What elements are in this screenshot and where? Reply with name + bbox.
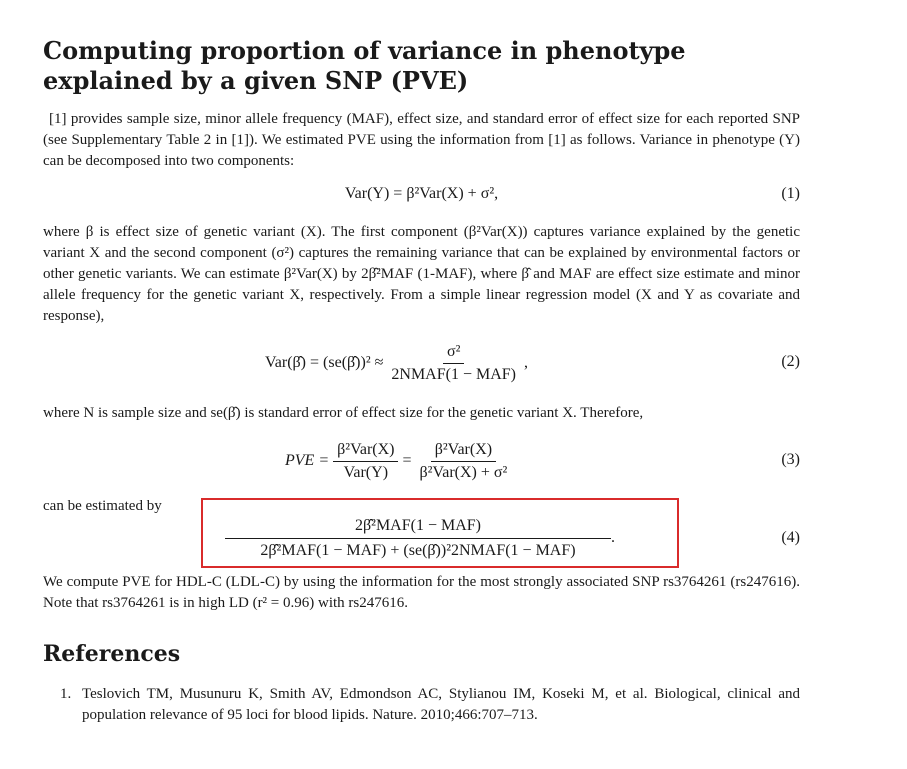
equation-2-tail: , bbox=[523, 354, 528, 371]
equation-3-denominator-1: Var(Y) bbox=[343, 463, 389, 481]
equation-2 bbox=[43, 340, 800, 386]
equation-4-tail: . bbox=[611, 529, 615, 546]
equation-3-lhs: PVE = bbox=[285, 452, 330, 469]
equation-3-number: (3) bbox=[781, 451, 800, 468]
equation-3-fraction-2 bbox=[416, 441, 512, 482]
paragraph-components: where β is effect size of genetic variant (X). The first component (β²Var(X)) captures variance explained by the genetic variant X and the second component (σ²) captures the remaining variance that can be explained by environmental factors or other genetic variants. We can estimate β²Var(X) by 2β̂²MAF (1-MAF), where β̂ and MAF are effect size estimate and minor allele frequency for the genetic variant X, respectively. From a simple linear regression model (X and Y as covariate and response), bbox=[43, 224, 800, 324]
equation-3-numerator-1: β²Var(X) bbox=[333, 441, 398, 462]
reference-text: Teslovich TM, Musunuru K, Smith AV, Edmondson AC, Stylianou IM, Koseki M, et al. Biological, clinical and population relevance of 95 loci for blood lipids. Nature. 2010;466:707–713. bbox=[82, 686, 800, 723]
section-title: Computing proportion of variance in phenotype explained by a given SNP (PVE) bbox=[43, 36, 686, 95]
equation-2-lhs: Var(β̂) = (se(β̂))² ≈ bbox=[265, 354, 384, 371]
equation-4-numerator: 2β̂²MAF(1 − MAF) bbox=[225, 517, 611, 539]
equation-3-equals: = bbox=[402, 452, 412, 469]
paragraph-intro: [1] provides sample size, minor allele frequency (MAF), effect size, and standard error of effect size for each reported SNP (see Supplementary Table 2 in [1]). We estimated PVE using the information from [1] as follows. Variance in phenotype (Y) can be decomposed into two components: bbox=[43, 111, 800, 169]
equation-3-numerator-2: β²Var(X) bbox=[431, 441, 496, 462]
equation-3-fraction-1 bbox=[333, 441, 398, 482]
highlight-box bbox=[201, 498, 679, 568]
equation-4-denominator: 2β̂²MAF(1 − MAF) + (se(β̂))²2NMAF(1 − MAF) bbox=[260, 541, 576, 559]
equation-2-fraction bbox=[387, 343, 520, 384]
equation-2-denominator: 2NMAF(1 − MAF) bbox=[391, 365, 516, 383]
paragraph-compute: We compute PVE for HDL-C (LDL-C) by using the information for the most strongly associated SNP rs3764261 (rs247616). Note that rs3764261 is in high LD (r² = 0.96) with rs247616. bbox=[43, 574, 800, 611]
equation-1 bbox=[43, 185, 800, 203]
reference-number: 1. bbox=[60, 686, 72, 702]
paragraph-se: where N is sample size and se(β̂) is standard error of effect size for the genetic variant X. Therefore, bbox=[43, 405, 644, 421]
equation-4-number: (4) bbox=[781, 529, 800, 546]
equation-3-denominator-2: β²Var(X) + σ² bbox=[419, 463, 508, 481]
equation-2-numerator: σ² bbox=[443, 343, 464, 364]
references-title: References bbox=[43, 641, 181, 667]
equation-1-number: (1) bbox=[781, 185, 800, 202]
reference-item bbox=[60, 684, 800, 726]
paragraph-estimate-lead: can be estimated by bbox=[43, 498, 162, 514]
equation-1-body: Var(Y) = β²Var(X) + σ², bbox=[344, 185, 499, 202]
references-list bbox=[60, 684, 800, 726]
equation-2-number: (2) bbox=[781, 353, 800, 370]
equation-3 bbox=[43, 438, 800, 484]
